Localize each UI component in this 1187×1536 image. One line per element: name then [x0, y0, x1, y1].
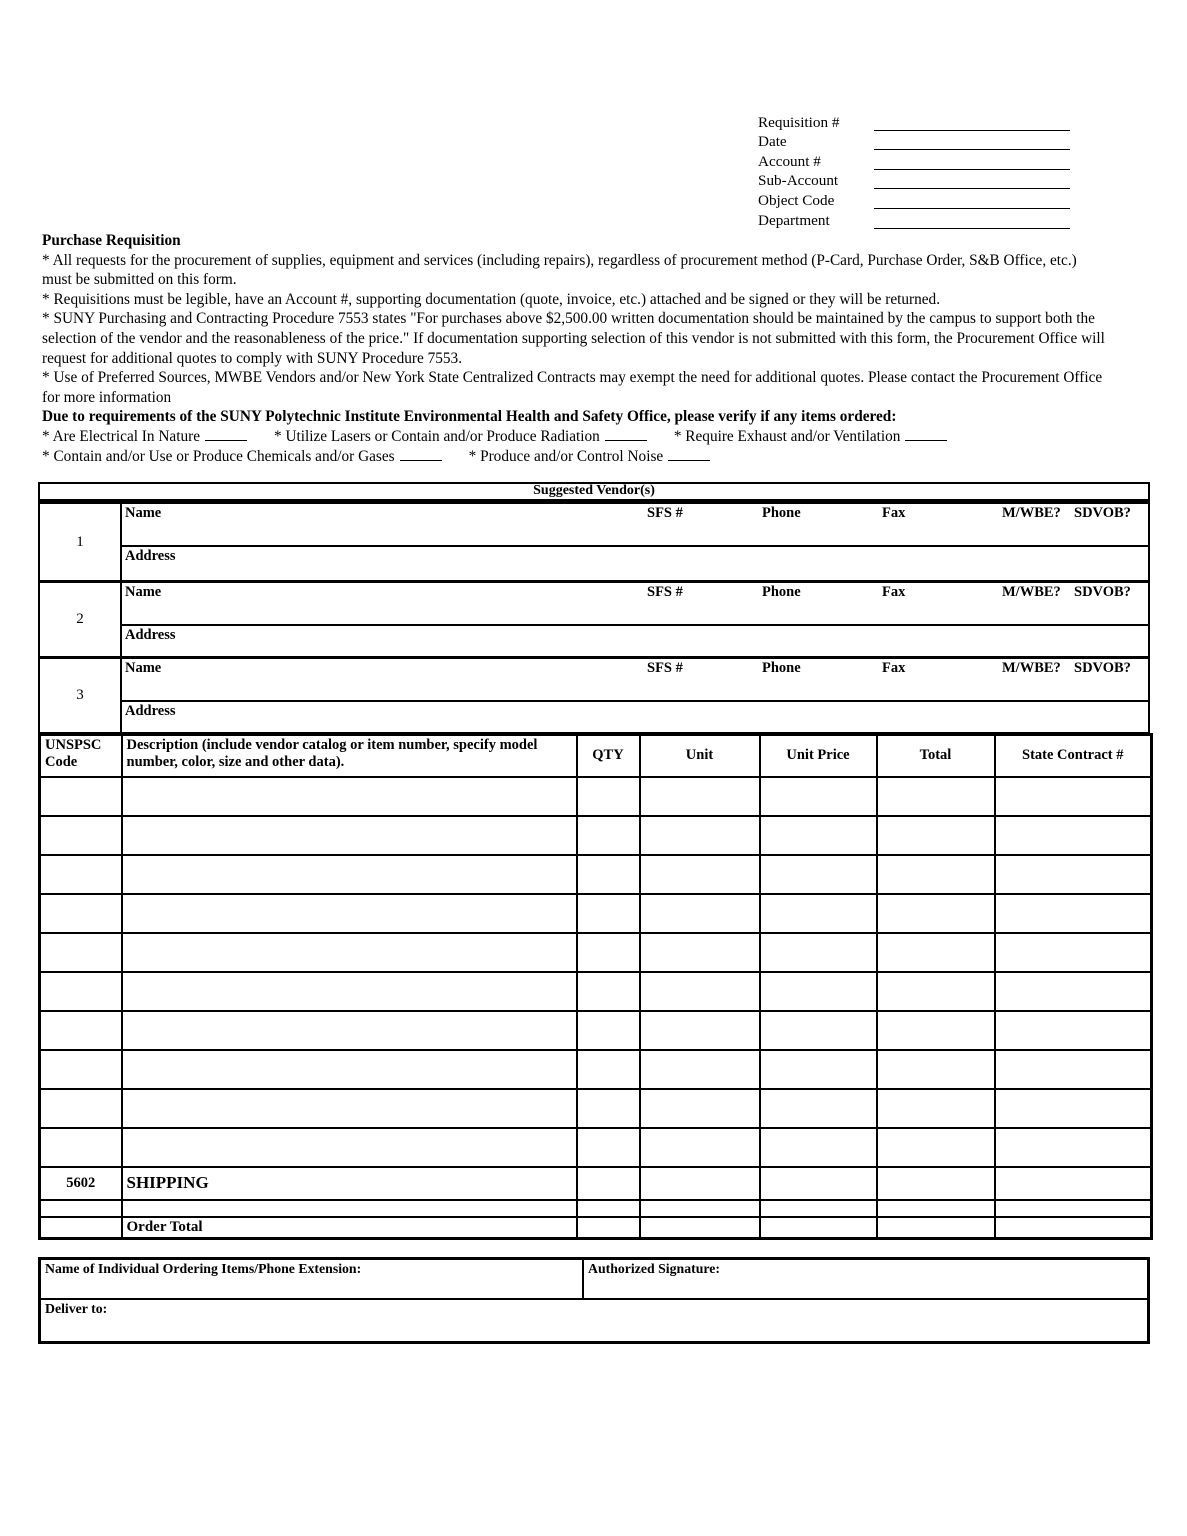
- sub-account-input-line[interactable]: [874, 174, 1070, 189]
- spacer-cell: [40, 1200, 122, 1217]
- department-label: Department: [758, 211, 830, 229]
- item-row: [40, 1089, 1152, 1128]
- item-cell[interactable]: [995, 1050, 1152, 1089]
- shipping-description-cell: SHIPPING: [122, 1167, 577, 1200]
- item-cell[interactable]: [122, 1011, 577, 1050]
- vendor-phone-label: Phone: [762, 505, 801, 521]
- item-cell[interactable]: [40, 1050, 122, 1089]
- account-number-input-line[interactable]: [874, 155, 1070, 170]
- vendor-table-title: Suggested Vendor(s): [38, 482, 1150, 501]
- item-cell[interactable]: [40, 972, 122, 1011]
- shipping-qty-cell[interactable]: [577, 1167, 640, 1200]
- item-cell[interactable]: [122, 855, 577, 894]
- orderer-name-cell[interactable]: [41, 1260, 584, 1298]
- spacer-cell: [877, 1200, 995, 1217]
- item-row: [40, 1011, 1152, 1050]
- shipping-unit-cell[interactable]: [640, 1167, 760, 1200]
- sub-account-label: Sub-Account: [758, 172, 839, 190]
- item-cell[interactable]: [760, 933, 877, 972]
- item-row: [40, 855, 1152, 894]
- date-label: Date: [758, 133, 787, 151]
- vendor-name-label: Name: [125, 660, 162, 676]
- item-cell[interactable]: [40, 816, 122, 855]
- instruction-paragraph-3: * SUNY Purchasing and Contracting Procedure 7553 states "For purchases above $2,500.00 written documentation should be maintained by the campus to support both the selection of the vendor and the reasonableness of the price." If documentation supporting selection of this vendor is not submitted with this form, the Procurement Office will request for additional quotes to comply with SUNY Procedure 7553.: [42, 310, 1105, 367]
- form-heading: Purchase Requisition: [42, 232, 181, 249]
- item-cell[interactable]: [760, 1050, 877, 1089]
- object-code-row: [758, 189, 1070, 209]
- requisition-number-label: Requisition #: [758, 113, 840, 131]
- spacer-cell: [760, 1200, 877, 1217]
- vendor-2-number: 2: [40, 583, 122, 656]
- item-cell[interactable]: [640, 933, 760, 972]
- item-table-header-row: [40, 735, 1152, 777]
- vendor-3-number: 3: [40, 659, 122, 732]
- item-cell[interactable]: [877, 816, 995, 855]
- order-total-unspsc-cell: [40, 1217, 122, 1239]
- authorized-signature-label: Authorized Signature:: [588, 1261, 720, 1276]
- item-row: [40, 1128, 1152, 1167]
- order-total-row: [40, 1217, 1152, 1239]
- qty-header: QTY: [577, 735, 640, 777]
- vendor-sfs-label: SFS #: [647, 505, 683, 521]
- spacer-row: [40, 1200, 1152, 1217]
- vendor-fax-label: Fax: [882, 584, 906, 600]
- spacer-cell: [995, 1200, 1152, 1217]
- item-cell[interactable]: [995, 1089, 1152, 1128]
- shipping-state-contract-cell[interactable]: [995, 1167, 1152, 1200]
- item-cell[interactable]: [760, 972, 877, 1011]
- item-cell[interactable]: [760, 894, 877, 933]
- footer-table: [38, 1257, 1150, 1344]
- item-cell[interactable]: [877, 972, 995, 1011]
- spacer-cell: [122, 1200, 577, 1217]
- item-cell[interactable]: [760, 1011, 877, 1050]
- object-code-label: Object Code: [758, 191, 835, 209]
- order-total-state-contract-cell: [995, 1217, 1152, 1239]
- item-cell[interactable]: [577, 855, 640, 894]
- item-cell[interactable]: [577, 777, 640, 816]
- state-contract-header: State Contract #: [995, 735, 1152, 777]
- vendor-2-address-row[interactable]: [122, 626, 1148, 656]
- shipping-unspsc-cell: 5602: [40, 1167, 122, 1200]
- vendor-address-label: Address: [125, 548, 176, 564]
- vendor-mwbe-label: M/WBE?: [1002, 584, 1061, 600]
- vendor-row-3: [40, 656, 1148, 732]
- item-cell[interactable]: [122, 894, 577, 933]
- vendor-sdvob-label: SDVOB?: [1074, 584, 1131, 600]
- item-cell[interactable]: [995, 1128, 1152, 1167]
- item-cell[interactable]: [877, 1050, 995, 1089]
- account-number-label: Account #: [758, 152, 821, 170]
- vendor-row-2: [40, 580, 1148, 656]
- item-cell[interactable]: [760, 855, 877, 894]
- sub-account-row: [758, 170, 1070, 190]
- item-cell[interactable]: [40, 1011, 122, 1050]
- item-cell[interactable]: [577, 1011, 640, 1050]
- item-cell[interactable]: [760, 1128, 877, 1167]
- unit-header: Unit: [640, 735, 760, 777]
- order-total-unit-price-cell: [760, 1217, 877, 1239]
- vendor-fax-label: Fax: [882, 660, 906, 676]
- item-cell[interactable]: [577, 1050, 640, 1089]
- vendor-2-name-row[interactable]: [122, 583, 1148, 626]
- ehs-electrical-label: * Are Electrical In Nature: [42, 427, 200, 445]
- requisition-number-row: [758, 111, 1070, 131]
- order-total-label-cell: Order Total: [122, 1217, 577, 1239]
- item-cell[interactable]: [995, 972, 1152, 1011]
- item-cell[interactable]: [877, 1128, 995, 1167]
- item-row: [40, 816, 1152, 855]
- ehs-exhaust-label: * Require Exhaust and/or Ventilation: [673, 427, 901, 445]
- vendor-address-label: Address: [125, 703, 176, 719]
- vendor-3-name-row[interactable]: [122, 659, 1148, 702]
- item-cell[interactable]: [995, 777, 1152, 816]
- item-cell[interactable]: [40, 894, 122, 933]
- item-cell[interactable]: [640, 1050, 760, 1089]
- item-cell[interactable]: [640, 1128, 760, 1167]
- vendor-name-label: Name: [125, 505, 162, 521]
- ehs-lasers-label: * Utilize Lasers or Contain and/or Produce Radiation: [274, 427, 600, 445]
- description-header: [122, 735, 577, 777]
- vendor-sdvob-label: SDVOB?: [1074, 505, 1131, 521]
- requisition-number-input-line[interactable]: [874, 116, 1070, 131]
- item-cell[interactable]: [995, 933, 1152, 972]
- item-cell[interactable]: [640, 816, 760, 855]
- shipping-row: [40, 1167, 1152, 1200]
- item-row: [40, 777, 1152, 816]
- vendor-fax-label: Fax: [882, 505, 906, 521]
- vendor-row-1: [40, 504, 1148, 580]
- line-items-table: [38, 733, 1153, 1240]
- vendor-mwbe-label: M/WBE?: [1002, 660, 1061, 676]
- item-cell[interactable]: [577, 894, 640, 933]
- item-cell[interactable]: [122, 816, 577, 855]
- unspsc-code-header: UNSPSC Code: [40, 735, 122, 777]
- order-total-amount-cell[interactable]: [877, 1217, 995, 1239]
- vendor-1-number: 1: [40, 504, 122, 580]
- item-cell[interactable]: [640, 972, 760, 1011]
- item-cell[interactable]: [760, 777, 877, 816]
- spacer-cell: [640, 1200, 760, 1217]
- instruction-paragraph-1: * All requests for the procurement of supplies, equipment and services (including repairs), regardless of procurement method (P-Card, Purchase Order, S&B Office, etc.) must be submitted on this form.: [42, 251, 1077, 289]
- intro-text: [42, 231, 1108, 466]
- item-cell[interactable]: [640, 1011, 760, 1050]
- item-cell[interactable]: [577, 1128, 640, 1167]
- item-cell[interactable]: [577, 1089, 640, 1128]
- order-total-unit-cell: [640, 1217, 760, 1239]
- order-total-qty-cell: [577, 1217, 640, 1239]
- item-cell[interactable]: [640, 855, 760, 894]
- item-cell[interactable]: [877, 894, 995, 933]
- item-cell[interactable]: [122, 1050, 577, 1089]
- item-empty-rows: [40, 777, 1152, 1167]
- vendor-name-label: Name: [125, 584, 162, 600]
- item-cell[interactable]: [877, 1011, 995, 1050]
- item-cell[interactable]: [40, 1128, 122, 1167]
- item-cell[interactable]: [995, 894, 1152, 933]
- item-cell[interactable]: [877, 933, 995, 972]
- item-cell[interactable]: [760, 1089, 877, 1128]
- item-cell[interactable]: [877, 1089, 995, 1128]
- item-row: [40, 1050, 1152, 1089]
- ehs-heading: Due to requirements of the SUNY Polytechnic Institute Environmental Health and Safety Office, please verify if any items ordered:: [42, 408, 897, 426]
- vendor-3-address-row[interactable]: [122, 702, 1148, 732]
- vendor-phone-label: Phone: [762, 660, 801, 676]
- shipping-unit-price-cell[interactable]: [760, 1167, 877, 1200]
- item-cell[interactable]: [122, 933, 577, 972]
- item-cell[interactable]: [122, 1089, 577, 1128]
- item-cell[interactable]: [577, 933, 640, 972]
- item-cell[interactable]: [122, 777, 577, 816]
- item-cell[interactable]: [760, 816, 877, 855]
- vendor-sfs-label: SFS #: [647, 584, 683, 600]
- orderer-name-label: Name of Individual Ordering Items/Phone Extension:: [45, 1261, 362, 1276]
- item-cell[interactable]: [577, 816, 640, 855]
- ehs-chemicals-blank-line[interactable]: [400, 448, 442, 461]
- date-input-line[interactable]: [874, 135, 1070, 150]
- ehs-exhaust-blank-line[interactable]: [905, 428, 947, 441]
- spacer-cell: [577, 1200, 640, 1217]
- deliver-to-label: Deliver to:: [45, 1301, 108, 1316]
- date-row: [758, 131, 1070, 151]
- vendor-address-label: Address: [125, 627, 176, 643]
- object-code-input-line[interactable]: [874, 194, 1070, 209]
- vendor-1-name-row[interactable]: [122, 504, 1148, 547]
- item-row: [40, 894, 1152, 933]
- item-row: [40, 972, 1152, 1011]
- ehs-noise-label: * Produce and/or Control Noise: [468, 447, 664, 465]
- total-header: Total: [877, 735, 995, 777]
- vendor-sfs-label: SFS #: [647, 660, 683, 676]
- item-cell[interactable]: [640, 894, 760, 933]
- ehs-electrical-blank-line[interactable]: [205, 428, 247, 441]
- ehs-noise-blank-line[interactable]: [668, 448, 710, 461]
- item-cell[interactable]: [640, 777, 760, 816]
- item-cell[interactable]: [122, 972, 577, 1011]
- ehs-lasers-blank-line[interactable]: [605, 428, 647, 441]
- suggested-vendors-table: [38, 482, 1150, 734]
- item-cell[interactable]: [877, 777, 995, 816]
- vendor-1-address-row[interactable]: [122, 547, 1148, 580]
- account-number-row: [758, 150, 1070, 170]
- shipping-total-cell[interactable]: [877, 1167, 995, 1200]
- department-row: [758, 209, 1070, 229]
- item-cell[interactable]: [640, 1089, 760, 1128]
- instruction-paragraph-4: * Use of Preferred Sources, MWBE Vendors and/or New York State Centralized Contracts may exempt the need for additional quotes. Please contact the Procurement Office for more information: [42, 369, 1103, 406]
- item-cell[interactable]: [122, 1128, 577, 1167]
- vendor-mwbe-label: M/WBE?: [1002, 505, 1061, 521]
- item-cell[interactable]: [577, 972, 640, 1011]
- item-cell[interactable]: [40, 777, 122, 816]
- ehs-chemicals-label: * Contain and/or Use or Produce Chemicals and/or Gases: [42, 447, 395, 465]
- description-header-note: (include vendor catalog or item number, specify model number, color, size and other data).: [126, 737, 538, 770]
- instruction-paragraph-2: * Requisitions must be legible, have an Account #, supporting documentation (quote, invoice, etc.) attached and be signed or they will be returned.: [42, 290, 941, 308]
- item-cell[interactable]: [40, 855, 122, 894]
- item-row: [40, 933, 1152, 972]
- description-header-bold: Description: [126, 737, 199, 753]
- footer-top-row: [41, 1260, 1147, 1300]
- deliver-to-cell[interactable]: [41, 1300, 1147, 1341]
- vendor-sdvob-label: SDVOB?: [1074, 660, 1131, 676]
- ehs-checklist-line-2: [42, 447, 1108, 467]
- item-cell[interactable]: [995, 816, 1152, 855]
- item-cell[interactable]: [40, 1089, 122, 1128]
- item-cell[interactable]: [877, 855, 995, 894]
- ehs-checklist-line-1: [42, 427, 1108, 447]
- header-fields: [758, 111, 1070, 229]
- item-cell[interactable]: [995, 855, 1152, 894]
- department-input-line[interactable]: [874, 214, 1070, 229]
- authorized-signature-cell[interactable]: [584, 1260, 1147, 1298]
- item-cell[interactable]: [40, 933, 122, 972]
- unit-price-header: Unit Price: [760, 735, 877, 777]
- vendor-blocks: [38, 501, 1150, 734]
- item-cell[interactable]: [995, 1011, 1152, 1050]
- vendor-phone-label: Phone: [762, 584, 801, 600]
